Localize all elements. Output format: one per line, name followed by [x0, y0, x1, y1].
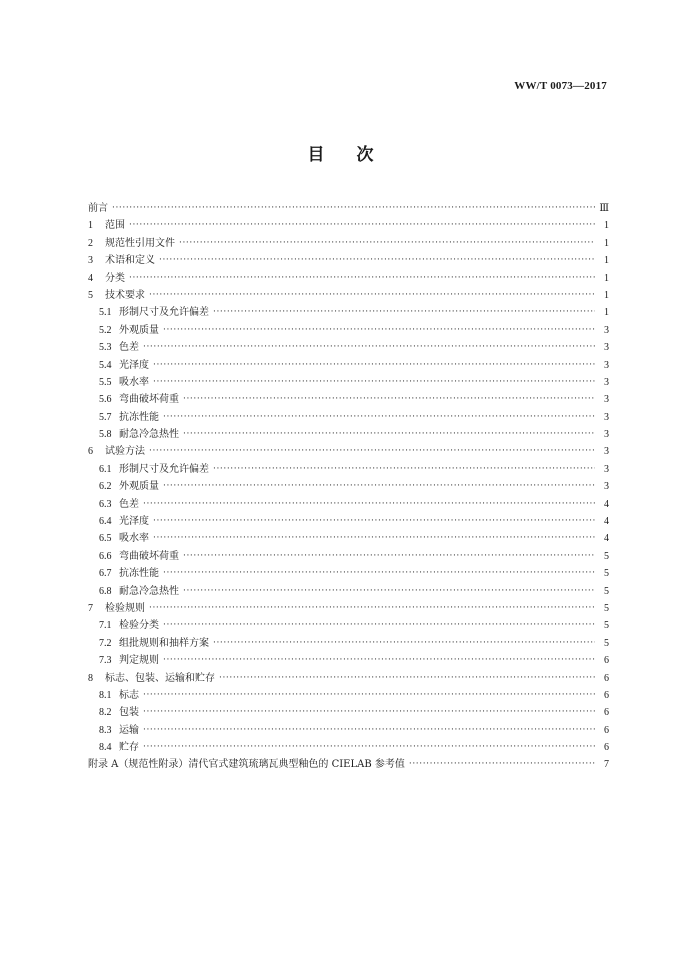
- toc-dot-leader: [129, 270, 595, 287]
- toc-dot-leader: [213, 461, 595, 478]
- toc-dot-leader: [143, 496, 595, 513]
- toc-entry-number: 5.6: [99, 394, 112, 406]
- toc-entry[interactable]: [88, 635, 609, 652]
- toc-dot-leader: [213, 304, 595, 321]
- toc-entry-number: 6.3: [99, 498, 112, 510]
- toc-entry-label: 判定规则: [119, 655, 159, 667]
- toc-entry-label: 规范性引用文件: [105, 237, 175, 249]
- toc-entry-label: 色差: [119, 498, 139, 510]
- toc-entry-page: 1: [604, 307, 609, 319]
- toc-entry[interactable]: [88, 339, 609, 356]
- toc-entry-label: 耐急冷急热性: [119, 585, 179, 597]
- toc-entry-page: Ⅲ: [599, 202, 609, 214]
- toc-dot-leader: [163, 565, 595, 582]
- toc-entry-number: 1: [88, 220, 93, 232]
- page-title: [0, 140, 681, 165]
- toc-entry-page: 3: [604, 359, 609, 371]
- toc-entry[interactable]: [88, 426, 609, 443]
- toc-dot-leader: [179, 235, 595, 252]
- toc-entry[interactable]: [88, 270, 609, 287]
- toc-entry-label: 贮存: [119, 742, 139, 754]
- toc-dot-leader: [153, 374, 595, 391]
- toc-dot-leader: [153, 357, 595, 374]
- toc-entry-page: 4: [604, 516, 609, 528]
- toc-entry-label: 抗冻性能: [119, 568, 159, 580]
- toc-entry-number: 8.2: [99, 707, 112, 719]
- toc-entry-page: 1: [604, 272, 609, 284]
- toc-dot-leader: [143, 722, 595, 739]
- toc-entry-number: 7.1: [99, 620, 112, 632]
- toc-entry[interactable]: [88, 513, 609, 530]
- toc-entry-label: 吸水率: [119, 376, 149, 388]
- toc-entry-label: 检验分类: [119, 620, 159, 632]
- toc-entry-page: 1: [604, 289, 609, 301]
- toc-dot-leader: [163, 409, 595, 426]
- toc-entry-label: 试验方法: [105, 446, 145, 458]
- toc-entry-number: 5.7: [99, 411, 112, 423]
- toc-entry-page: 5: [604, 620, 609, 632]
- toc-entry-page: 3: [604, 429, 609, 441]
- toc-entry-page: 3: [604, 376, 609, 388]
- toc-entry-page: 3: [604, 463, 609, 475]
- toc-entry-page: 5: [604, 585, 609, 597]
- toc-dot-leader: [163, 478, 595, 495]
- toc-entry[interactable]: [88, 374, 609, 391]
- toc-entry-page: 3: [604, 342, 609, 354]
- toc-entry-number: 5.1: [99, 307, 112, 319]
- toc-entry[interactable]: [88, 670, 609, 687]
- toc-entry[interactable]: [88, 200, 609, 217]
- toc-entry-number: 6.5: [99, 533, 112, 545]
- toc-entry-number: 6.1: [99, 463, 112, 475]
- toc-dot-leader: [143, 687, 595, 704]
- toc-entry-label: 光泽度: [119, 359, 149, 371]
- toc-dot-leader: [143, 704, 595, 721]
- toc-entry-number: 5.3: [99, 342, 112, 354]
- toc-dot-leader: [112, 200, 595, 217]
- toc-entry[interactable]: [88, 287, 609, 304]
- toc-entry-page: 3: [604, 324, 609, 336]
- toc-entry-label: 包装: [119, 707, 139, 719]
- toc-entry-page: 6: [604, 707, 609, 719]
- toc-entry-page: 6: [604, 655, 609, 667]
- table-of-contents: [88, 200, 609, 774]
- toc-entry-number: 6.4: [99, 516, 112, 528]
- toc-dot-leader: [159, 252, 595, 269]
- toc-entry-page: 1: [604, 255, 609, 267]
- toc-entry[interactable]: [88, 391, 609, 408]
- toc-entry-number: 6.7: [99, 568, 112, 580]
- toc-entry-page: 5: [604, 637, 609, 649]
- toc-entry-label: 弯曲破坏荷重: [119, 394, 179, 406]
- toc-dot-leader: [183, 548, 595, 565]
- toc-entry-label: 前言: [88, 202, 108, 214]
- toc-entry-number: 5.8: [99, 429, 112, 441]
- toc-dot-leader: [219, 670, 595, 687]
- title-part-2: 次: [356, 145, 374, 165]
- toc-entry[interactable]: [88, 443, 609, 460]
- toc-entry-page: 5: [604, 550, 609, 562]
- toc-dot-leader: [213, 635, 595, 652]
- toc-entry-number: 7.2: [99, 637, 112, 649]
- toc-entry-label: 分类: [105, 272, 125, 284]
- toc-dot-leader: [143, 739, 595, 756]
- standard-code: WW/T 0073—2017: [514, 80, 607, 92]
- toc-entry-number: 8.1: [99, 689, 112, 701]
- toc-dot-leader: [149, 600, 595, 617]
- toc-entry-page: 6: [604, 724, 609, 736]
- toc-entry-page: 1: [604, 237, 609, 249]
- toc-entry-label: 术语和定义: [105, 255, 155, 267]
- toc-entry[interactable]: [88, 217, 609, 234]
- toc-entry[interactable]: [88, 409, 609, 426]
- toc-entry-label: 抗冻性能: [119, 411, 159, 423]
- toc-entry-number: 7: [88, 602, 93, 614]
- toc-entry-label: 附录 A（规范性附录）清代官式建筑琉璃瓦典型釉色的 CIELAB 参考值: [88, 759, 405, 771]
- toc-entry-label: 外观质量: [119, 481, 159, 493]
- toc-entry[interactable]: [88, 478, 609, 495]
- toc-entry-number: 8.4: [99, 742, 112, 754]
- toc-entry[interactable]: [88, 722, 609, 739]
- toc-entry-label: 标志、包装、运输和贮存: [105, 672, 215, 684]
- toc-dot-leader: [129, 217, 595, 234]
- toc-entry-number: 8.3: [99, 724, 112, 736]
- toc-entry-label: 形制尺寸及允许偏差: [119, 463, 209, 475]
- toc-entry-label: 色差: [119, 342, 139, 354]
- toc-entry-number: 6.6: [99, 550, 112, 562]
- toc-entry-label: 外观质量: [119, 324, 159, 336]
- title-part-1: 目: [307, 145, 325, 165]
- toc-entry-number: 6: [88, 446, 93, 458]
- toc-dot-leader: [183, 391, 595, 408]
- toc-dot-leader: [163, 322, 595, 339]
- toc-entry-number: 5.5: [99, 376, 112, 388]
- toc-dot-leader: [153, 513, 595, 530]
- toc-dot-leader: [183, 426, 595, 443]
- toc-entry[interactable]: [88, 652, 609, 669]
- toc-entry[interactable]: [88, 461, 609, 478]
- toc-entry[interactable]: [88, 617, 609, 634]
- toc-entry[interactable]: [88, 304, 609, 321]
- toc-entry-number: 8: [88, 672, 93, 684]
- toc-entry-page: 5: [604, 602, 609, 614]
- toc-entry-number: 3: [88, 255, 93, 267]
- toc-entry-label: 弯曲破坏荷重: [119, 550, 179, 562]
- toc-entry[interactable]: [88, 704, 609, 721]
- toc-entry-label: 检验规则: [105, 602, 145, 614]
- toc-entry-page: 6: [604, 689, 609, 701]
- toc-entry-label: 范围: [105, 220, 125, 232]
- toc-dot-leader: [163, 652, 595, 669]
- toc-dot-leader: [183, 583, 595, 600]
- toc-entry[interactable]: [88, 496, 609, 513]
- toc-entry[interactable]: [88, 357, 609, 374]
- toc-entry-number: 7.3: [99, 655, 112, 667]
- toc-entry-number: 6.8: [99, 585, 112, 597]
- toc-entry-page: 1: [604, 220, 609, 232]
- toc-entry-page: 4: [604, 533, 609, 545]
- toc-entry-page: 3: [604, 481, 609, 493]
- toc-entry-label: 吸水率: [119, 533, 149, 545]
- toc-entry-page: 5: [604, 568, 609, 580]
- toc-entry[interactable]: [88, 757, 609, 774]
- toc-entry-page: 6: [604, 672, 609, 684]
- toc-entry-label: 耐急冷急热性: [119, 429, 179, 441]
- toc-entry-number: 5.4: [99, 359, 112, 371]
- toc-entry-number: 6.2: [99, 481, 112, 493]
- toc-entry-number: 5.2: [99, 324, 112, 336]
- toc-entry-page: 3: [604, 411, 609, 423]
- toc-dot-leader: [149, 443, 595, 460]
- toc-entry-number: 2: [88, 237, 93, 249]
- toc-entry[interactable]: [88, 565, 609, 582]
- toc-entry[interactable]: [88, 530, 609, 547]
- toc-entry-label: 标志: [119, 689, 139, 701]
- toc-dot-leader: [409, 757, 595, 774]
- toc-entry[interactable]: [88, 583, 609, 600]
- toc-entry[interactable]: [88, 548, 609, 565]
- toc-entry-label: 形制尺寸及允许偏差: [119, 307, 209, 319]
- toc-entry-label: 组批规则和抽样方案: [119, 637, 209, 649]
- toc-entry[interactable]: [88, 600, 609, 617]
- toc-entry-number: 5: [88, 289, 93, 301]
- toc-dot-leader: [163, 617, 595, 634]
- toc-entry[interactable]: [88, 687, 609, 704]
- toc-dot-leader: [149, 287, 595, 304]
- toc-entry-number: 4: [88, 272, 93, 284]
- toc-dot-leader: [153, 530, 595, 547]
- toc-entry-page: 7: [604, 759, 609, 771]
- toc-entry-page: 6: [604, 742, 609, 754]
- toc-entry-page: 3: [604, 446, 609, 458]
- toc-entry-label: 运输: [119, 724, 139, 736]
- toc-entry-page: 3: [604, 394, 609, 406]
- toc-entry-label: 光泽度: [119, 516, 149, 528]
- toc-entry-page: 4: [604, 498, 609, 510]
- toc-entry[interactable]: [88, 252, 609, 269]
- toc-entry[interactable]: [88, 235, 609, 252]
- toc-entry-label: 技术要求: [105, 289, 145, 301]
- toc-entry[interactable]: [88, 322, 609, 339]
- toc-dot-leader: [143, 339, 595, 356]
- toc-entry[interactable]: [88, 739, 609, 756]
